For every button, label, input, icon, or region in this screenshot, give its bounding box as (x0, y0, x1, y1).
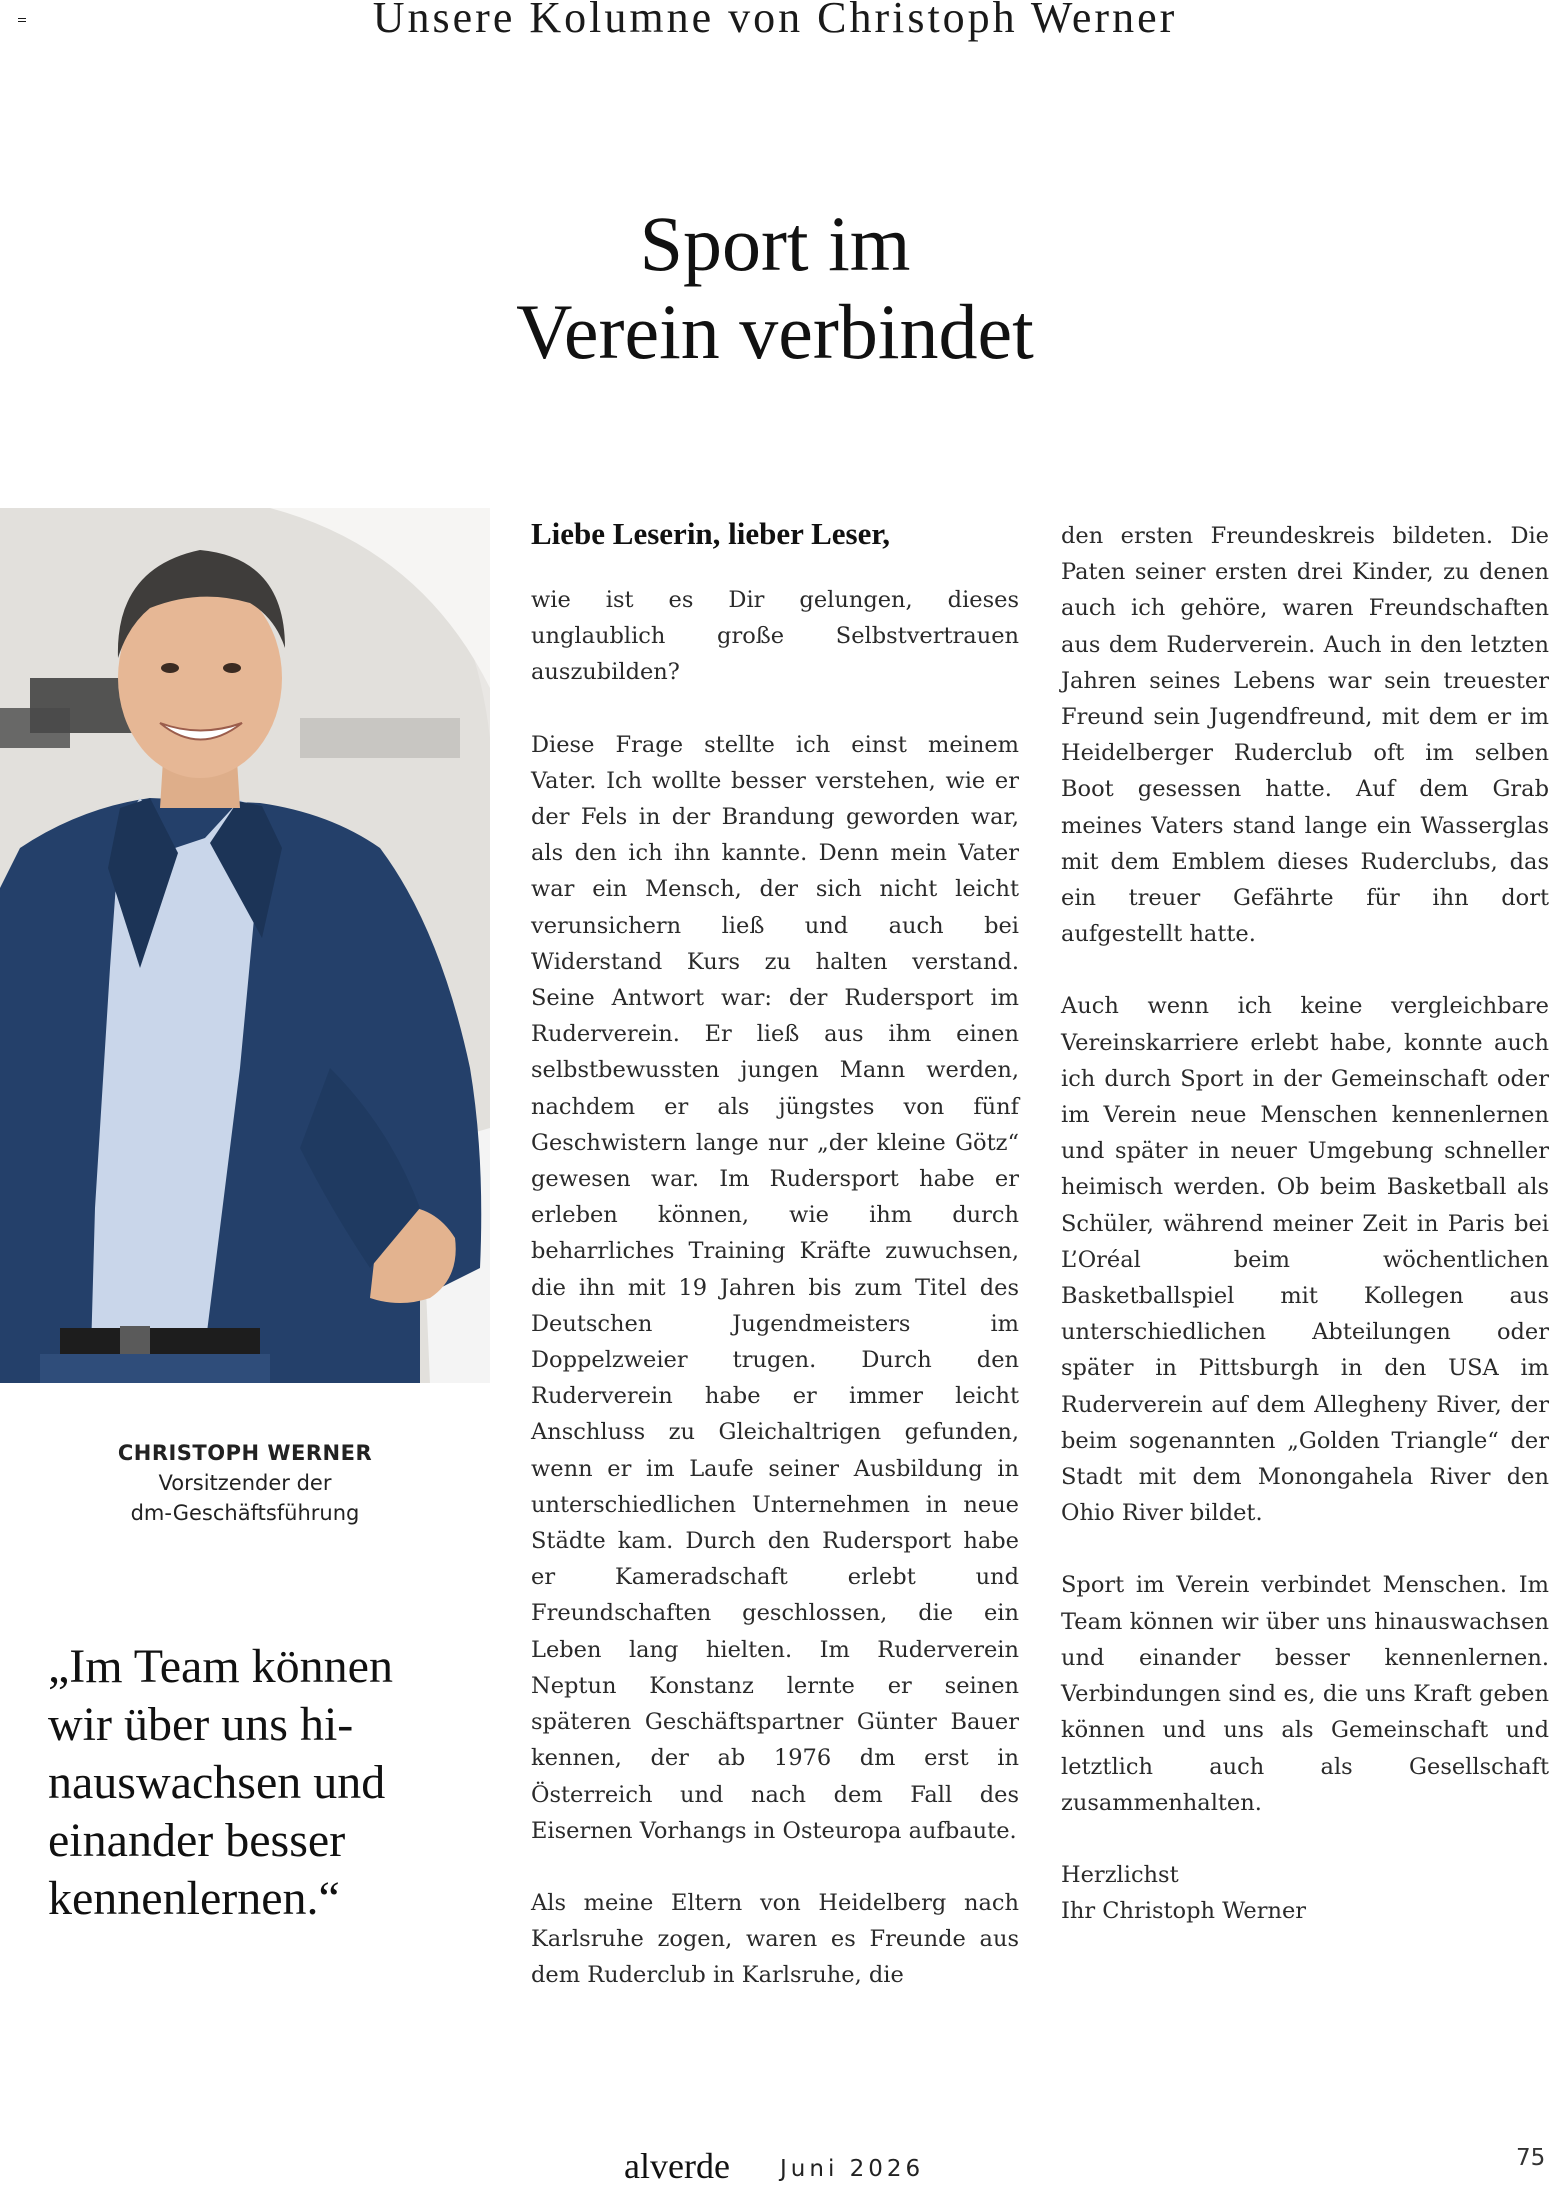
portrait-caption (0, 1438, 490, 1528)
signature: Ihr Christoph Werner (1061, 1898, 1307, 1925)
article-paragraph: Als meine Eltern von Heidelberg nach Karlsruhe zogen, waren es Freunde aus dem Ruderclub in Karlsruhe, die (531, 1889, 1019, 1989)
pull-quote: „Im Team können wir über uns hi-nauswachsen und einander besser kennenlernen.“ (48, 1640, 393, 1925)
page-footer (0, 2146, 1550, 2186)
article-paragraph: Auch wenn ich keine vergleichbare Vereinskarriere erlebt habe, konnte auch ich durch Sport in der Gemeinschaft oder im Verein neue Menschen kennenlernen und später in neuer Umgebung schneller heimisch werden. Ob beim Basketball als Schüler, während meiner Zeit in Paris bei L’Oréal beim wöchentlichen Basketballspiel mit Kollegen aus unterschiedlichen Abteilungen oder später in Pittsburgh in den USA im Ruderverein auf dem Allegheny River, der beim sogenannten „Golden Triangle“ der Stadt mit dem Monongahela River den Ohio River bildet. (1061, 993, 1549, 1527)
caption-role-line-2: dm-Geschäftsführung (130, 1501, 360, 1525)
sign-off (1061, 1857, 1549, 1929)
article-paragraph: wie ist es Dir gelungen, dieses unglaublich große Selbstvertrauen auszubilden? (531, 587, 1019, 686)
article-paragraph: Sport im Verein verbindet Menschen. Im Team können wir über uns hinauswachsen und einander besser kennenlernen. Verbindungen sind es, die uns Kraft geben können und uns als Gemeinschaft und letztlich auch als Gesellschaft zusammenhalten. (1061, 1572, 1549, 1816)
caption-name: CHRISTOPH WERNER (117, 1441, 373, 1465)
article-paragraph: den ersten Freundeskreis bildeten. Die Paten seiner ersten drei Kinder, zu denen auch ich gehöre, waren Freundschaften aus dem Ruderverein. Auch in den letzten Jahren seines Lebens war sein treuester Freund sein Jugendfreund, mit dem er im Heidelberger Ruderclub oft im selben Boot gesessen hatte. Auf dem Grab meines Vaters stand lange ein Wasserglas mit dem Emblem dieses Ruderclubs, das ein treuer Gefährte für ihn dort aufgestellt hatte. (1061, 523, 1549, 948)
article-column-1 (531, 512, 1019, 2030)
author-portrait (0, 508, 490, 1383)
article-column-2 (1061, 518, 1549, 1929)
page-title (0, 200, 1550, 376)
magazine-logo: alverde (624, 2146, 730, 2186)
column-kicker: Unsere Kolumne von Christoph Werner (372, 0, 1178, 42)
headline-line-2: Verein verbindet (516, 288, 1034, 375)
issue-date: Juni 2026 (780, 2156, 925, 2182)
headline-line-1: Sport im (639, 200, 911, 287)
caption-role-line-1: Vorsitzender der (158, 1471, 332, 1495)
page-number: 75 (1516, 2145, 1546, 2171)
closing: Herzlichst (1061, 1861, 1179, 1888)
salutation: Liebe Leserin, lieber Leser, (531, 516, 891, 551)
article-paragraph: Diese Frage stellte ich einst meinem Vater. Ich wollte besser verstehen, wie er der Fels in der Brandung geworden war, als den ich ihn kannte. Denn mein Vater war ein Mensch, der sich nicht leicht verunsichern ließ und auch bei Widerstand Kurs zu halten verstand. Seine Antwort war: der Rudersport im Ruderverein. Er ließ aus ihm einen selbstbewussten jungen Mann werden, nachdem er als jüngstes von fünf Geschwistern lange nur „der kleine Götz“ gewesen war. Im Rudersport habe er erleben können, wie ihm durch beharrliches Training Kräfte zuwuchsen, die ihn mit 19 Jahren bis zum Titel des Deutschen Jugendmeisters im Doppelzweier trugen. Durch den Ruderverein habe er immer leicht Anschluss zu Gleichaltrigen gefunden, wenn er im Laufe seiner Ausbildung in unterschiedlichen Unternehmen in neue Städte kam. Durch den Rudersport habe er Kameradschaft erlebt und Freundschaften geschlossen, die ein Leben lang hielten. Im Ruderverein Neptun Konstanz lernte er seinen späteren Geschäftspartner Günter Bauer kennen, der ab 1976 dm erst in Österreich und nach dem Fall des Eisernen Vorhangs in Osteuropa aufbaute. (531, 731, 1019, 1844)
